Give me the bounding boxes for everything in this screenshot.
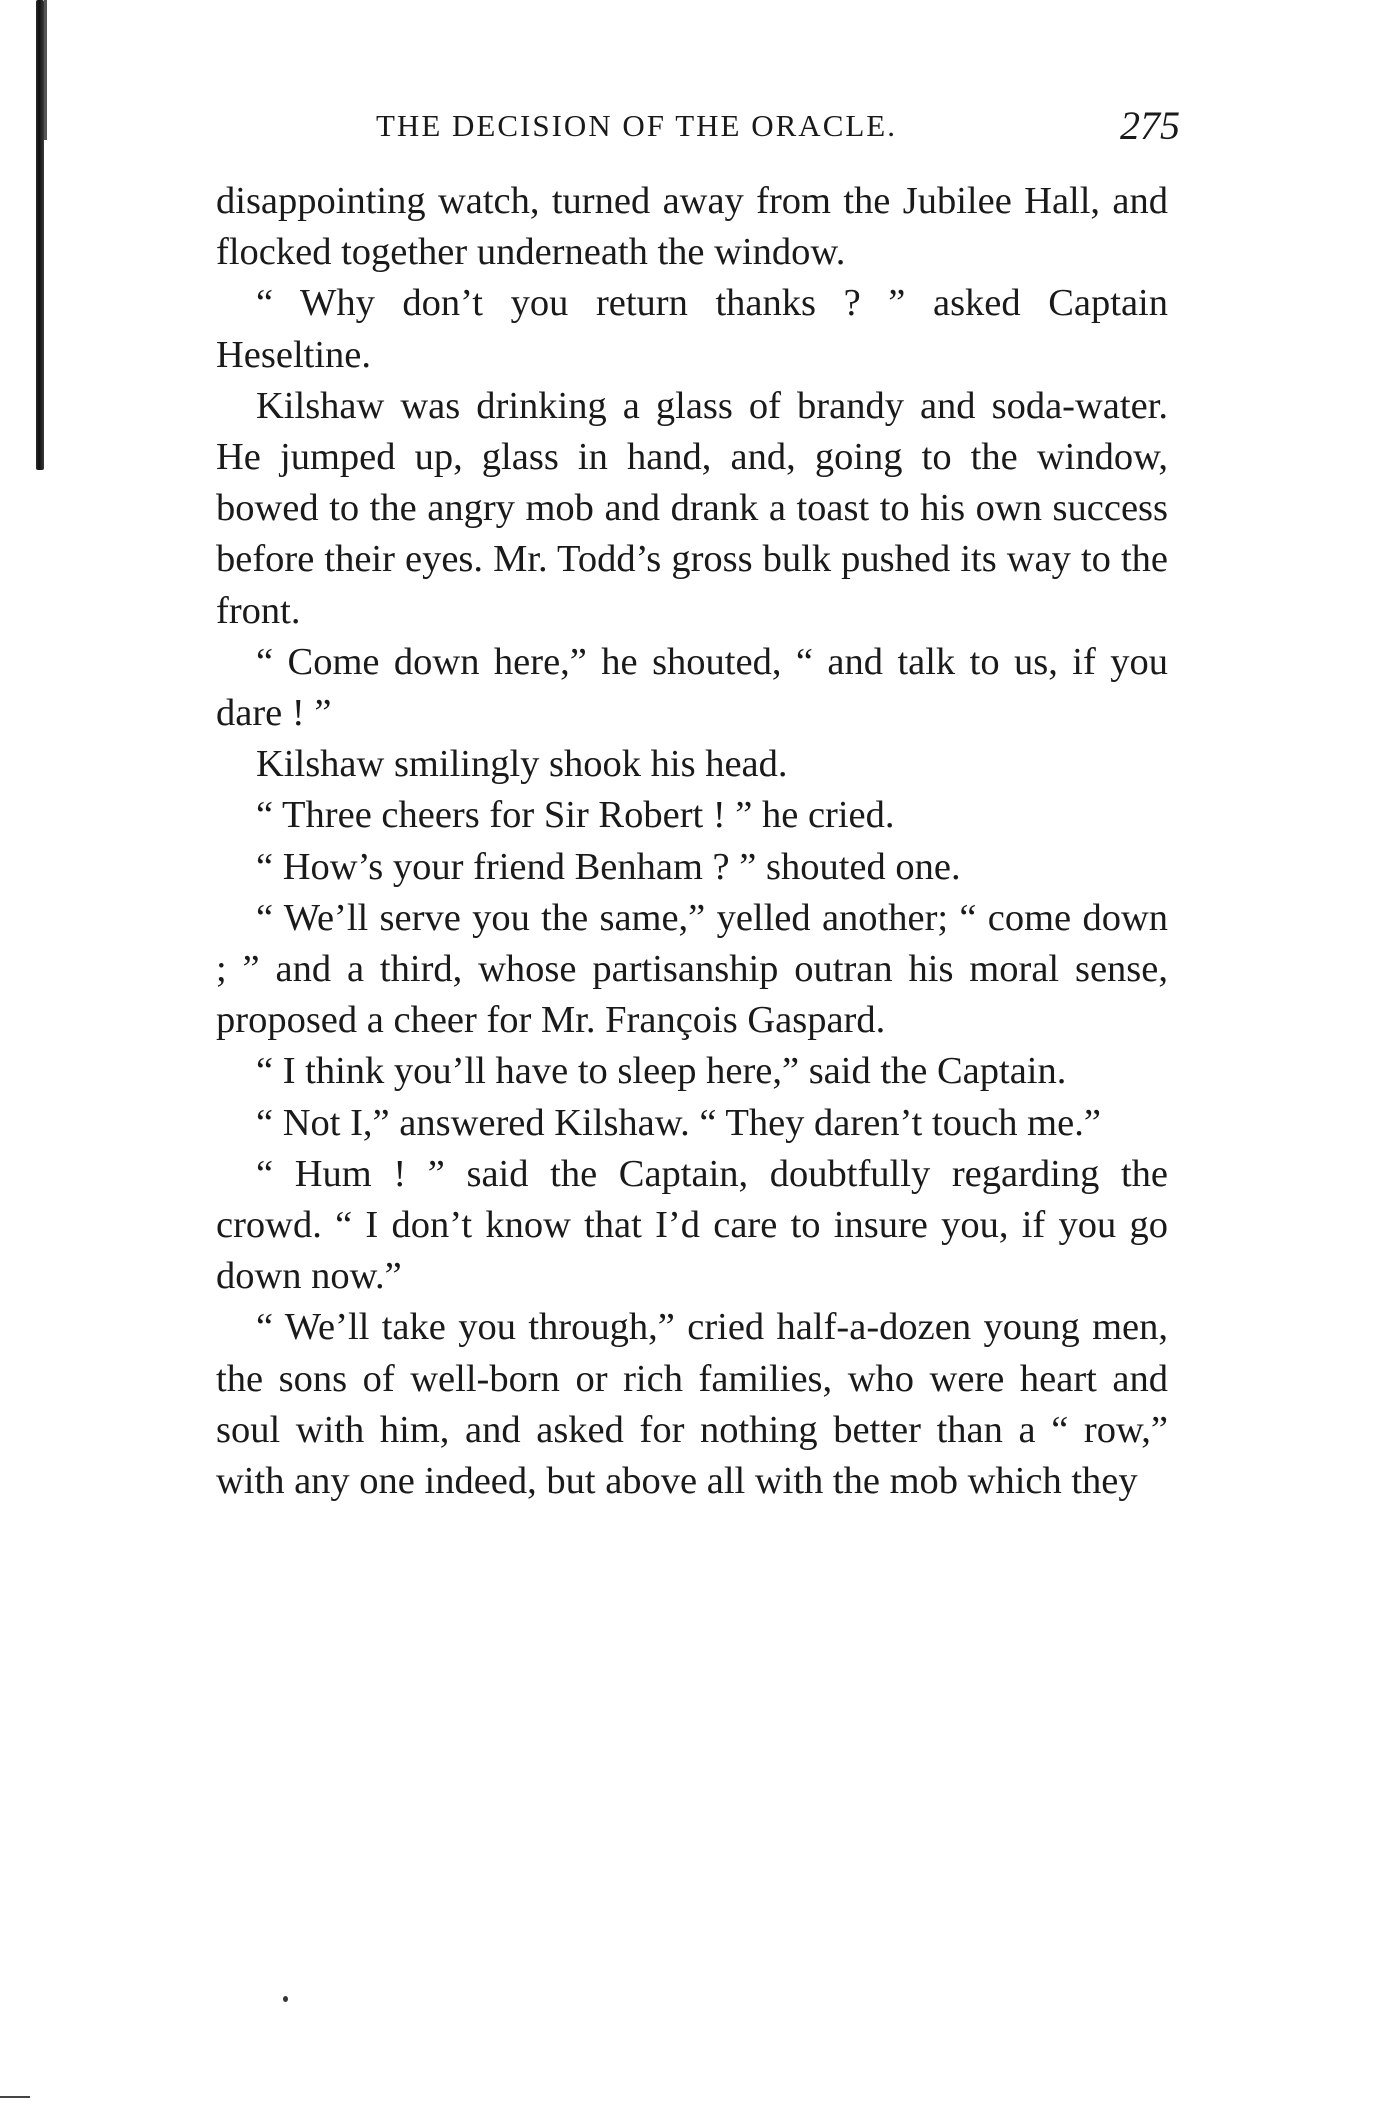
ink-speck xyxy=(283,1996,288,2002)
paragraph: Kilshaw smilingly shook his head. xyxy=(256,743,788,786)
running-head: THE DECISION OF THE ORACLE. xyxy=(376,108,897,143)
paragraph: “ We’ll take you through,” cried half-a-dozen young men, the sons of well-born or rich families, who were heart and soul with him, and asked for nothing better than a “ row,” with any one indeed, but above all with the mob which they xyxy=(216,1306,1168,1503)
paragraph: “ Three cheers for Sir Robert ! ” he cried. xyxy=(256,794,895,837)
paragraph: “ I think you’ll have to sleep here,” said the Captain. xyxy=(256,1050,1067,1093)
paragraph: Kilshaw was drinking a glass of brandy and soda-water. He jumped up, glass in hand, and, going to the window, bowed to the angry mob and drank a toast to his own success before their eyes. Mr. Todd’s gross bulk pushed its way to the front. xyxy=(216,384,1168,632)
paragraph: disappointing watch, turned away from the Jubilee Hall, and flocked together underneath the window. xyxy=(216,180,1168,274)
binding-shadow xyxy=(36,0,44,470)
paragraph: “ How’s your friend Benham ? ” shouted one. xyxy=(256,845,961,888)
scan-mark xyxy=(0,2096,30,2098)
paragraph: “ We’ll serve you the same,” yelled another; “ come down ; ” and a third, whose partisanship outran his moral sense, proposed a cheer for Mr. François Gaspard. xyxy=(216,896,1168,1042)
page-number: 275 xyxy=(1120,103,1180,148)
page-header xyxy=(216,98,1180,154)
binding-edge xyxy=(44,0,47,140)
paragraph: “ Come down here,” he shouted, “ and talk to us, if you dare ! ” xyxy=(216,640,1168,735)
paragraph: “ Not I,” answered Kilshaw. “ They daren’t touch me.” xyxy=(256,1101,1101,1144)
paragraph: “ Hum ! ” said the Captain, doubtfully regarding the crowd. “ I don’t know that I’d care to insure you, if you go down now.” xyxy=(216,1152,1168,1298)
body-text xyxy=(216,176,1168,1507)
paragraph: “ Why don’t you return thanks ? ” asked Captain Heseltine. xyxy=(216,282,1168,376)
